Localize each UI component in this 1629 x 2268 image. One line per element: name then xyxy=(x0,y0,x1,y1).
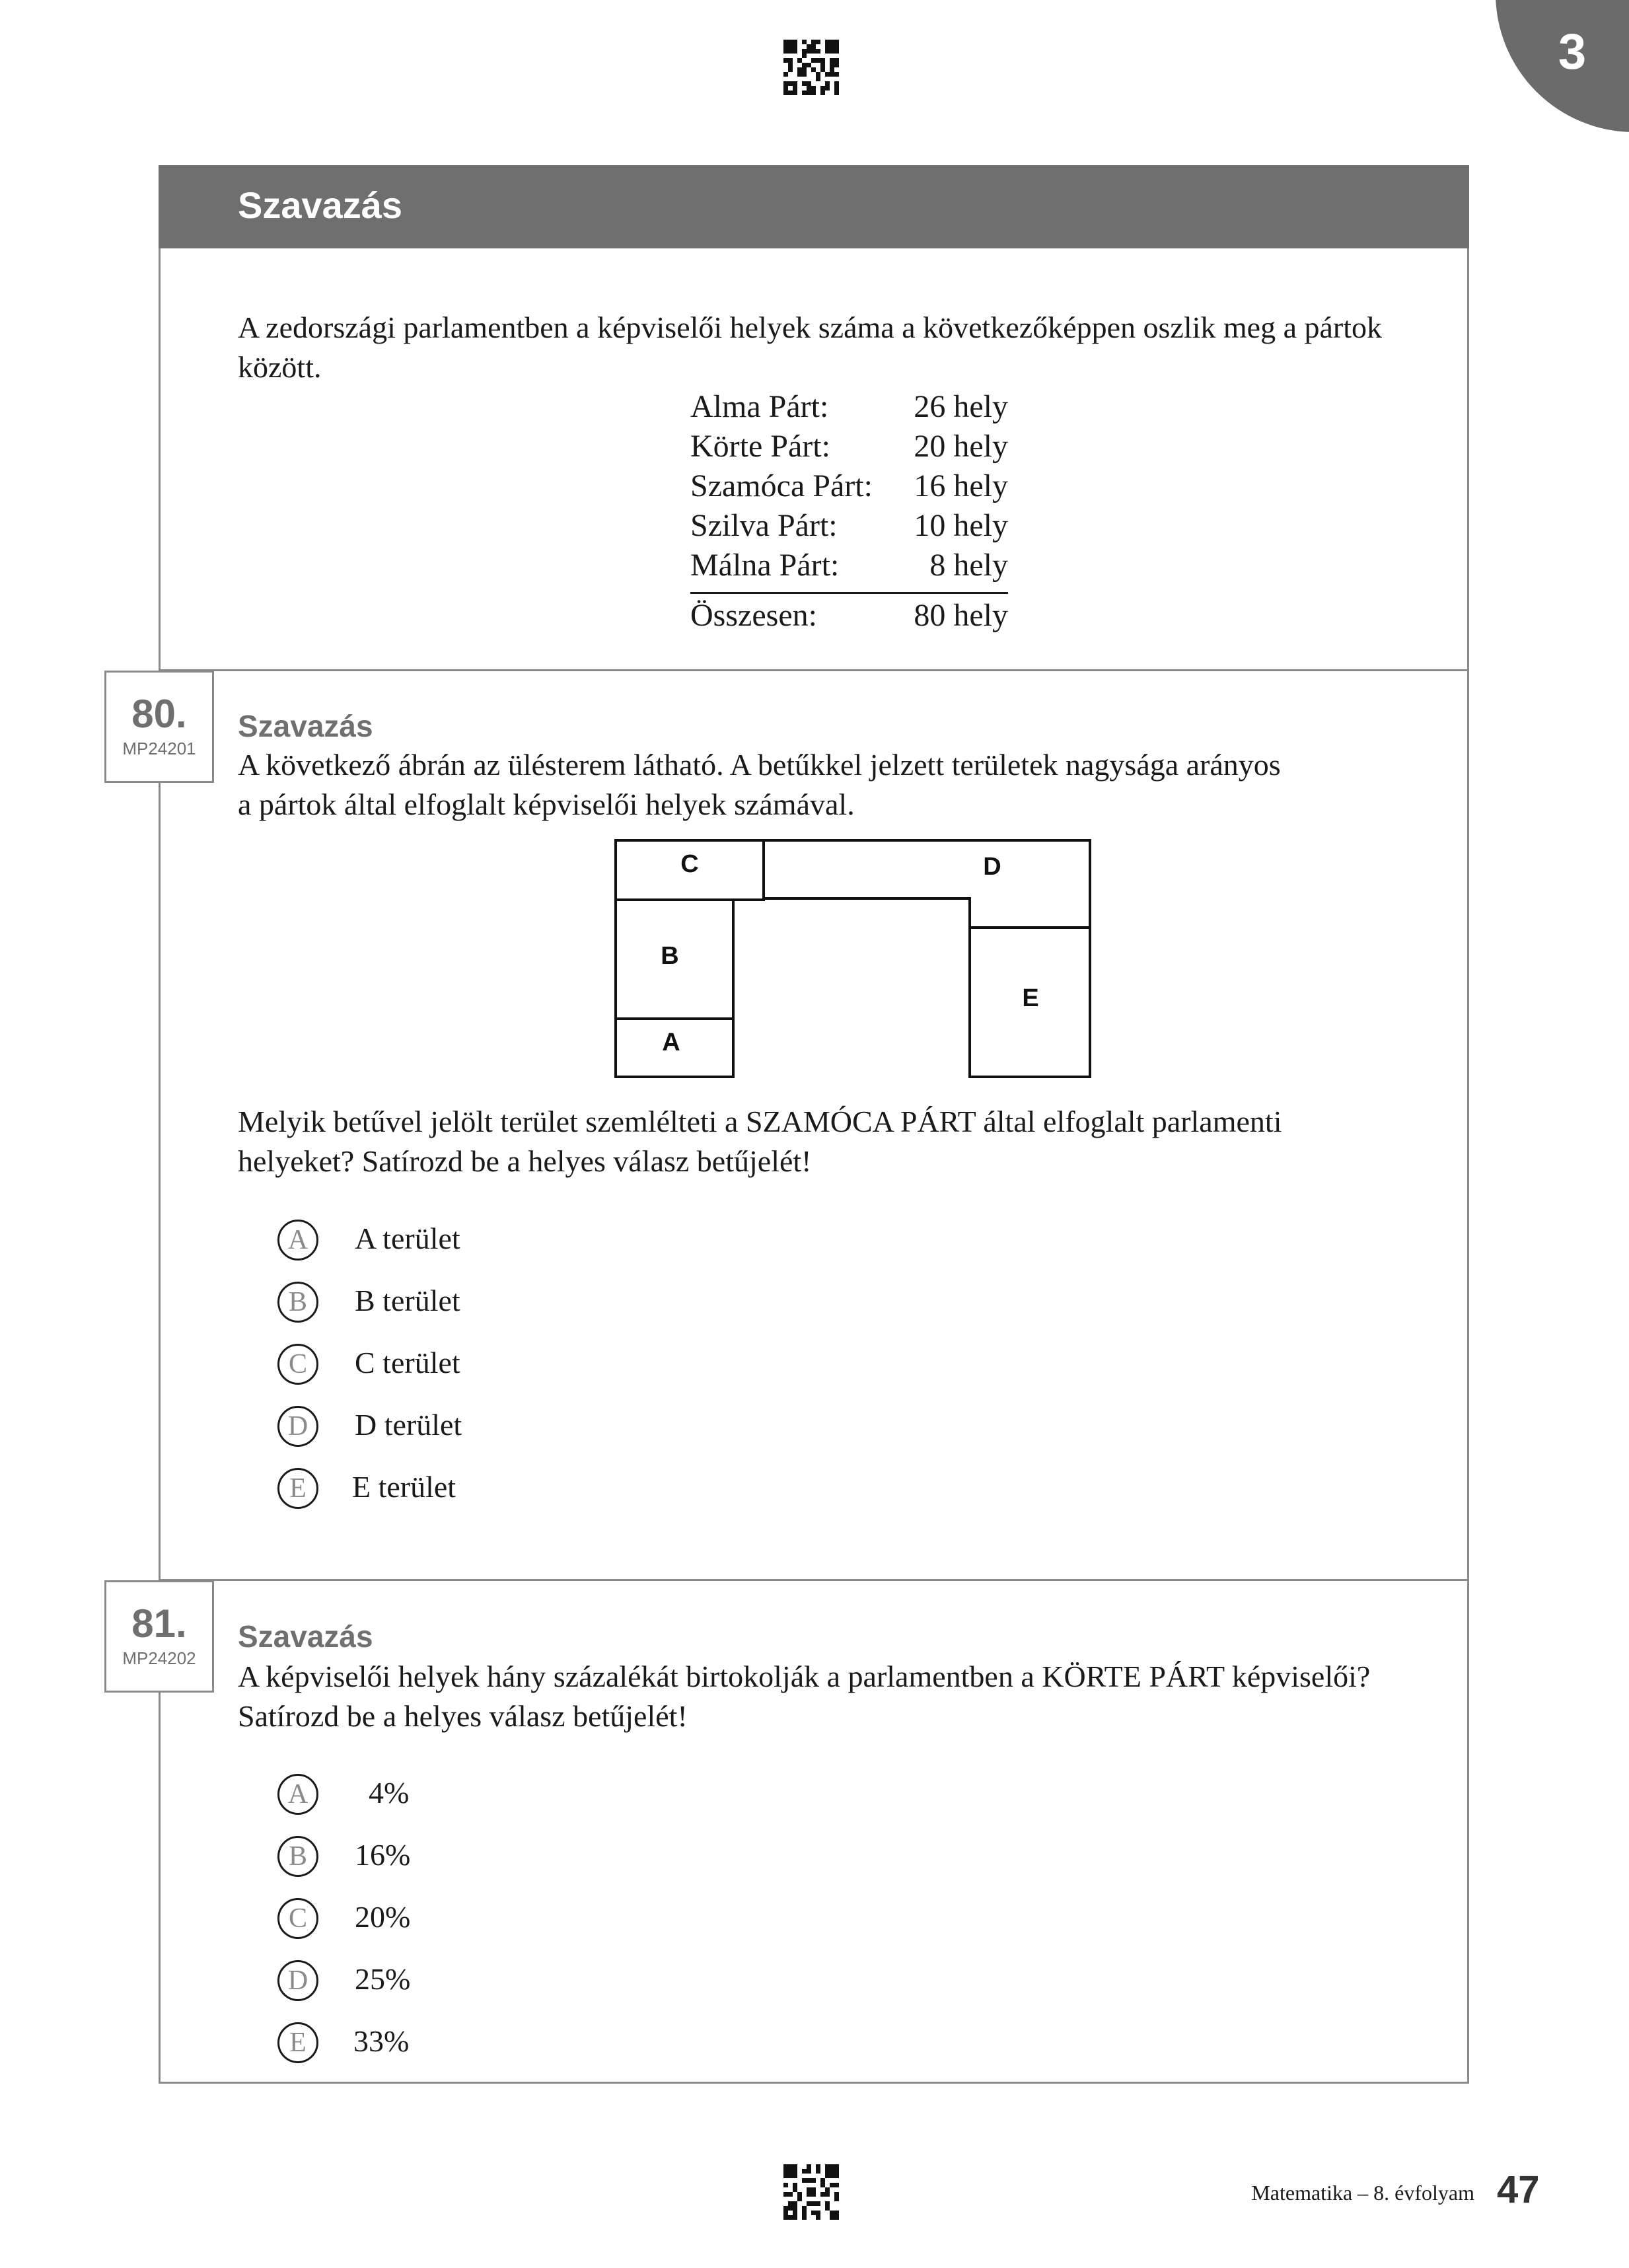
total-rule xyxy=(690,592,1008,594)
option-e-bubble[interactable]: E xyxy=(277,1468,318,1509)
chapter-number: 3 xyxy=(1558,24,1587,80)
seat-party: Szilva Párt: xyxy=(690,508,838,543)
task-number: 80. xyxy=(131,692,187,736)
task-text-line-1: A képviselői helyek hány százalékát birtokolják a parlamentben a KÖRTE PÁRT képviselői? xyxy=(238,1660,1371,1693)
option-e-label: E terület xyxy=(352,1470,456,1504)
question-line-1: Melyik betűvel jelölt terület szemlélteti a SZAMÓCA PÁRT által elfoglalt parlamenti xyxy=(238,1105,1282,1138)
option-a-bubble[interactable]: A xyxy=(277,1774,318,1815)
option-c-bubble[interactable]: C xyxy=(277,1344,318,1385)
task-number-box xyxy=(104,671,214,783)
option-b-bubble[interactable]: B xyxy=(277,1282,318,1323)
total-label: Összesen: xyxy=(690,598,817,633)
option-d-label: 25% xyxy=(355,1962,411,1996)
divider xyxy=(159,1579,1469,1581)
divider xyxy=(159,669,1469,671)
intro-line-1: A zedországi parlamentben a képviselői helyek száma a következőképpen oszlik meg a pártok xyxy=(238,311,1383,344)
seat-value: 20 hely xyxy=(914,429,1008,464)
footer-subject: Matematika – 8. évfolyam xyxy=(1251,2181,1474,2205)
seat-party: Málna Párt: xyxy=(690,548,840,583)
seat-party: Körte Párt: xyxy=(690,429,830,464)
qr-code-bottom-icon xyxy=(783,2164,839,2220)
option-c-label: C terület xyxy=(355,1346,460,1379)
seat-party: Szamóca Párt: xyxy=(690,468,873,503)
seat-value: 26 hely xyxy=(914,389,1008,424)
option-d-bubble[interactable]: D xyxy=(277,1406,318,1447)
option-a-label: 4% xyxy=(369,1776,410,1810)
area-label: B xyxy=(661,942,679,970)
task-code: MP24202 xyxy=(122,1648,196,1668)
page-number: 47 xyxy=(1497,2168,1540,2211)
option-e-label: 33% xyxy=(353,2024,410,2058)
area-label: A xyxy=(662,1029,680,1056)
option-d-label: D terület xyxy=(355,1408,462,1442)
parliament-floor-plan xyxy=(613,838,1093,1079)
task-number: 81. xyxy=(131,1601,187,1646)
task-text-line-2: Satírozd be a helyes válasz betűjelét! xyxy=(238,1699,688,1733)
area-label: E xyxy=(1022,984,1039,1012)
total-value: 80 hely xyxy=(914,598,1008,633)
area-label: C xyxy=(680,850,699,878)
intro-line-2: között. xyxy=(238,350,322,384)
option-c-label: 20% xyxy=(355,1900,411,1934)
option-e-bubble[interactable]: E xyxy=(277,2022,318,2063)
qr-code-top-icon xyxy=(783,40,839,95)
task-title: Szavazás xyxy=(238,709,373,743)
seat-value: 16 hely xyxy=(914,468,1008,503)
option-a-label: A terület xyxy=(355,1222,460,1255)
task-title: Szavazás xyxy=(238,1619,373,1654)
option-b-label: B terület xyxy=(355,1284,460,1317)
seat-value: 8 hely xyxy=(929,548,1008,583)
option-d-bubble[interactable]: D xyxy=(277,1960,318,2001)
option-b-label: 16% xyxy=(355,1838,411,1872)
seat-value: 10 hely xyxy=(914,508,1008,543)
area-d xyxy=(764,840,1090,928)
question-line-2: helyeket? Satírozd be a helyes válasz betűjelét! xyxy=(238,1144,812,1178)
area-label: D xyxy=(983,853,1001,881)
task-code: MP24201 xyxy=(122,739,196,758)
option-c-bubble[interactable]: C xyxy=(277,1898,318,1939)
task-number-box xyxy=(104,1580,214,1693)
task-text-line-1: A következő ábrán az ülésterem látható. A betűkkel jelzett területek nagysága arányos xyxy=(238,748,1281,782)
option-b-bubble[interactable]: B xyxy=(277,1836,318,1877)
seat-party: Alma Párt: xyxy=(690,389,829,424)
option-a-bubble[interactable]: A xyxy=(277,1220,318,1261)
task-text-line-2: a pártok által elfoglalt képviselői helyek számával. xyxy=(238,787,855,821)
section-title: Szavazás xyxy=(238,184,403,226)
